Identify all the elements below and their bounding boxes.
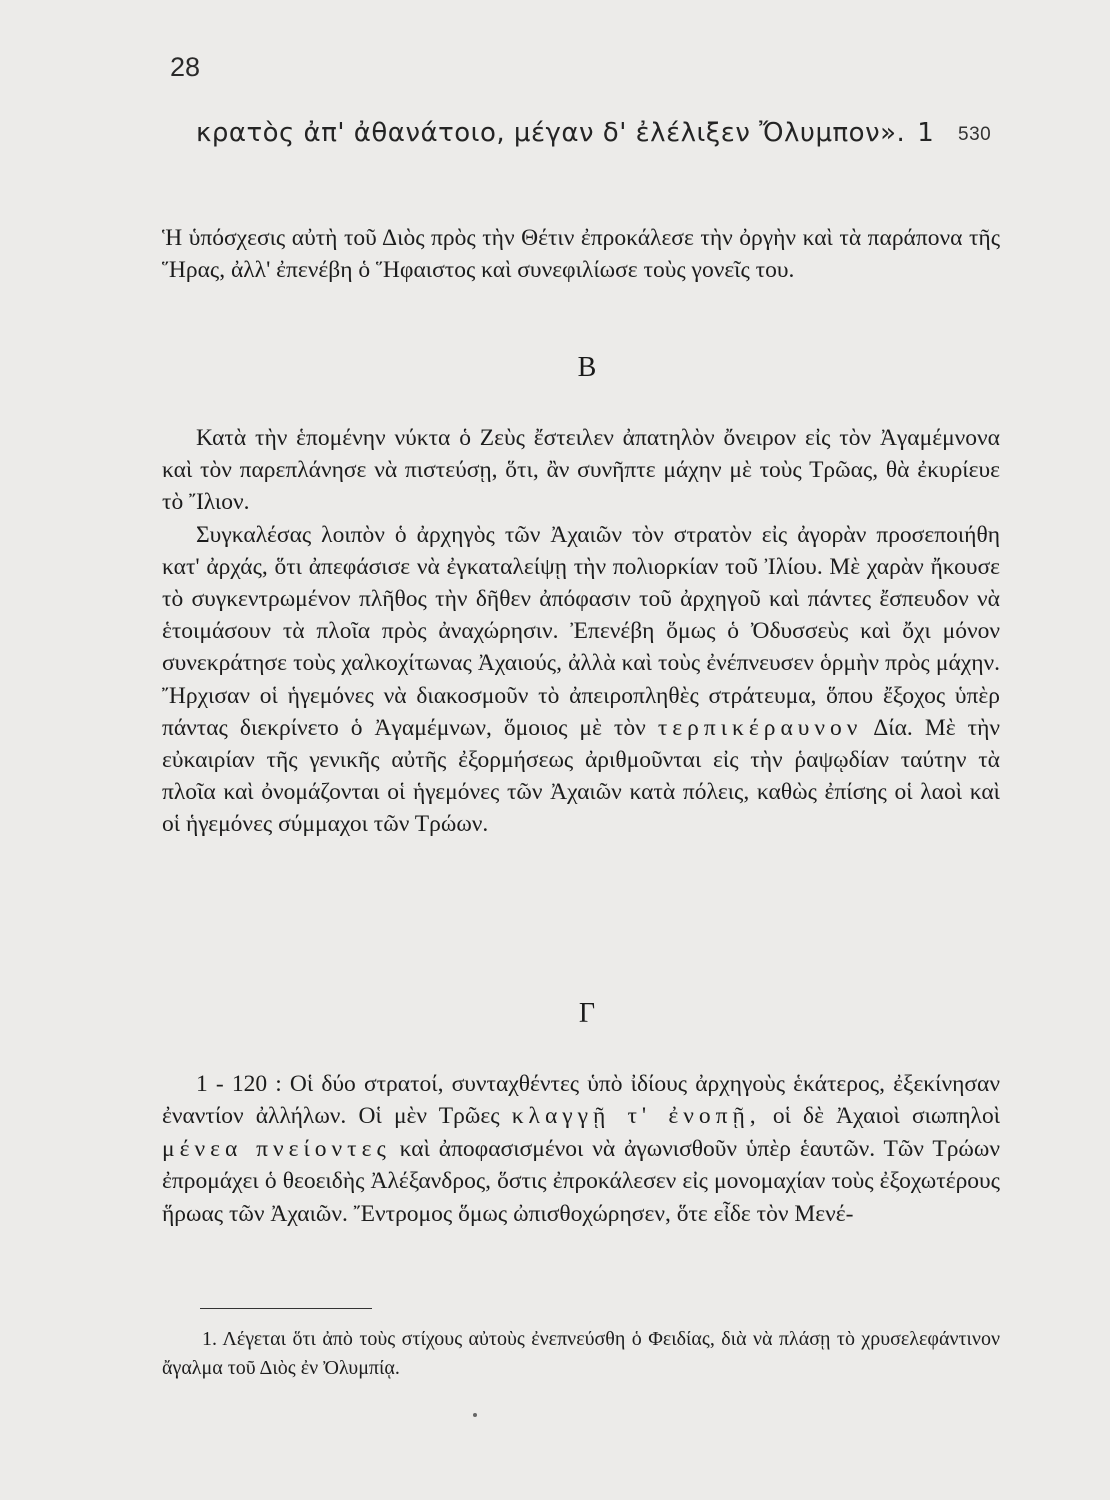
footnote-block (162, 1325, 1000, 1383)
stray-ink-dot (473, 1413, 477, 1417)
section-c-body (162, 1068, 1000, 1230)
footnote-reference: 1 (917, 118, 935, 148)
section-b-paragraph-2-part-b: Δία. Μὲ τὴν εὐκαιρίαν τῆς γενικῆς αὐτῆς ἐξορμήσεως ἀριθμοῦνται εἰς τὴν ῥαψῳδίαν ταύτην τὰ πλοῖα καὶ ὀνομάζονται οἱ ἡγεμόνες τῶν Ἀχαιῶν κατὰ πόλεις, καθὼς ἐπίσης οἱ λαοὶ καὶ οἱ ἡγεμόνες σύμμαχοι τῶν Τρώων. (162, 714, 1000, 838)
footnote-divider (200, 1308, 372, 1309)
quote-spaced-1: κλαγγῇ τ' ἐνοπῇ, (511, 1103, 761, 1130)
intro-paragraph-block (162, 222, 1000, 286)
intro-paragraph: Ἡ ὑπόσχεσις αὐτὴ τοῦ Διὸς πρὸς τὴν Θέτιν ἐπροκάλεσε τὴν ὀργὴν καὶ τὰ παράπονα τῆς Ἥρας, ἀλλ' ἐπενέβη ὁ Ἥφαιστος καὶ συνεφιλίωσε τοὺς γονεῖς του. (162, 225, 1000, 284)
verse-line-number: 530 (958, 124, 992, 145)
epic-verse-line (196, 118, 1026, 148)
section-c-paragraph-1 (162, 1068, 1000, 1230)
quote-spaced-2: μένεα πνείοντες (162, 1135, 391, 1162)
section-b-paragraph-2 (162, 519, 1000, 841)
section-b-paragraph-2-part-a: Συγκαλέσας λοιπὸν ὁ ἀρχηγὸς τῶν Ἀχαιῶν τὸν στρατὸν εἰς ἀγορὰν προσεποιήθη κατ' ἀρχάς, ὅτι ἀπεφάσισε νὰ ἐγκαταλείψῃ τὴν πολιορκίαν τοῦ Ἰλίου. Μὲ χαρὰν ἤκουσε τὸ συγκεντρωμένον πλῆθος τὴν δῆθεν ἀπόφασιν τοῦ ἀρχηγοῦ καὶ πάντες ἔσπευδον νὰ ἑτοιμάσουν τὰ πλοῖα πρὸς ἀναχώρησιν. Ἐπενέβη ὅμως ὁ Ὀδυσσεὺς καὶ ὄχι μόνον συνεκράτησε τοὺς χαλκοχίτωνας Ἀχαιούς, ἀλλὰ καὶ τοὺς ἐνέπνευσεν ὁρμὴν πρὸς μάχην. Ἤρχισαν οἱ ἡγεμόνες νὰ διακοσμοῦν τὸ ἀπειροπληθὲς στράτευμα, ὅπου ἔξοχος ὑπὲρ πάντας διεκρίνετο ὁ Ἀγαμέμνων, ὅμοιος μὲ τὸν (162, 521, 1000, 741)
section-c-part-b: οἱ δὲ Ἀχαιοὶ σιωπηλοὶ (772, 1103, 1001, 1130)
section-heading-c: Γ (578, 998, 596, 1029)
section-heading-b: B (577, 352, 597, 383)
section-b-body (162, 422, 1000, 841)
epithet-spaced: τερπικέραυνον (657, 714, 863, 741)
verse-text: κρατὸς ἀπ' ἀθανάτοιο, μέγαν δ' ἐλέλιξεν Ὄλυμπον». (196, 118, 906, 148)
footnote-text: 1. Λέγεται ὅτι ἀπὸ τοὺς στίχους αὐτοὺς ἐνεπνεύσθη ὁ Φειδίας, διὰ νὰ πλάσῃ τὸ χρυσελεφάντινον ἄγαλμα τοῦ Διὸς ἐν Ὀλυμπίᾳ. (162, 1328, 1000, 1379)
page-number: 28 (170, 52, 201, 82)
section-c-part-c: καὶ ἀποφασισμένοι νὰ ἀγωνισθοῦν ὑπὲρ ἑαυτῶν. Τῶν Τρώων ἐπρομάχει ὁ θεοειδὴς Ἀλέξανδρος, ὅστις ἐπροκάλεσεν εἰς μονομαχίαν τοὺς ἐξοχωτέρους ἥρωας τῶν Ἀχαιῶν. Ἔντρομος ὅμως ὠπισθοχώρησεν, ὅτε εἶδε τὸν Μενέ- (162, 1135, 1000, 1227)
section-c-part-a: 1 - 120 : Οἱ δύο στρατοί, συνταχθέντες ὑπὸ ἰδίους ἀρχηγοὺς ἑκάτερος, ἐξεκίνησαν ἐναντίον ἀλλήλων. Οἱ μὲν Τρῶες (162, 1071, 1000, 1130)
section-b-paragraph-1: Κατὰ τὴν ἑπομένην νύκτα ὁ Ζεὺς ἔστειλεν ἀπατηλὸν ὄνειρον εἰς τὸν Ἀγαμέμνονα καὶ τὸν παρεπλάνησε νὰ πιστεύσῃ, ὅτι, ἂν συνῆπτε μάχην μὲ τοὺς Τρῶας, θὰ ἐκυρίευε τὸ Ἴλιον. (162, 425, 1000, 516)
